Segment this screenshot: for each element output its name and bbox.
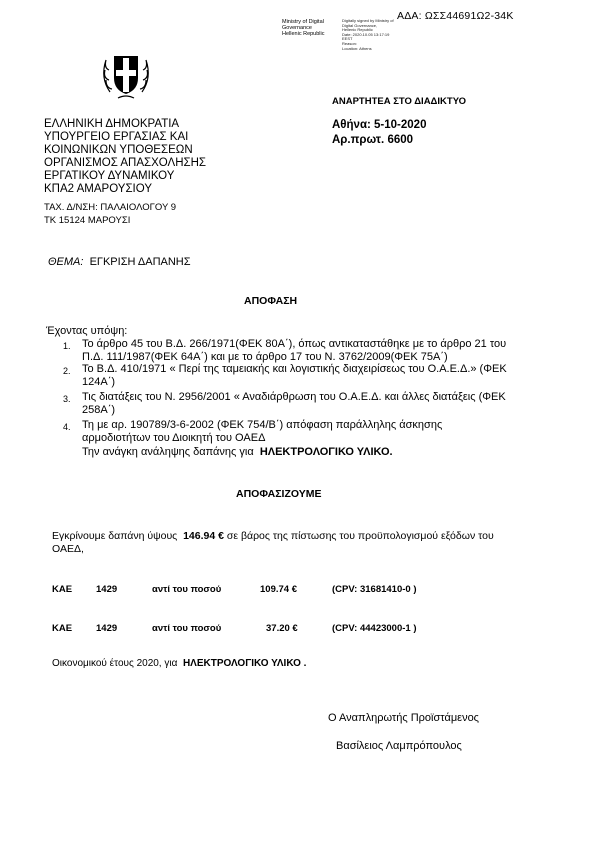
list-item-line: Τις διατάξεις του Ν. 2956/2001 « Αναδιάρθρωση του Ο.Α.Ε.Δ. και άλλες διατάξεις (ΦΕΚ xyxy=(82,391,506,403)
fiscal-year-item: ΗΛΕΚΤΡΟΛΟΓΙΚΟ ΥΛΙΚΟ . xyxy=(182,658,307,669)
postal-address xyxy=(44,201,176,227)
approval-text: ΟΑΕΔ, xyxy=(52,543,84,555)
cpv-code: (CPV: 31681410-0 ) xyxy=(332,584,417,595)
signature-meta-line: Location: Athens xyxy=(342,45,372,51)
signature-meta-line: Digitally signed by Ministry of xyxy=(342,18,394,23)
signature-meta-line: Digital Governance, xyxy=(342,22,378,28)
kae-label: ΚΑΕ xyxy=(52,584,73,595)
signatory-role: Ο Αναπληρωτής Προϊστάμενος xyxy=(328,712,479,724)
list-item xyxy=(82,391,506,417)
list-item-line: Π.Δ. 111/1987(ΦΕΚ 64Α΄) και με το άρθρο 17 του Ν. 3762/2009(ΦΕΚ 75Α΄) xyxy=(82,351,448,363)
kae-code: 1429 xyxy=(96,584,118,595)
approval-text: Εγκρίνουμε δαπάνη ύψους xyxy=(52,530,178,542)
signature-line: Hellenic Republic xyxy=(282,31,325,37)
kae-amount-label: αντί του ποσού xyxy=(152,623,222,634)
protocol-number: Αρ.πρωτ. 6600 xyxy=(332,133,414,146)
signature-line: Governance xyxy=(282,25,312,31)
list-number: 1. xyxy=(63,341,71,351)
list-item-line: 124Α΄) xyxy=(82,376,116,388)
document-date: Αθήνα: 5-10-2020 xyxy=(332,119,427,131)
digital-signature-details xyxy=(342,19,394,51)
list-item xyxy=(82,363,507,389)
greek-coat-of-arms-emblem xyxy=(96,48,156,104)
expense-need-line xyxy=(82,446,393,459)
list-item-line: Τη με αρ. 190789/3-6-2002 (ΦΕΚ 754/Β΄) απόφαση παράλληλης άσκησης xyxy=(82,419,443,431)
signature-meta-line: Hellenic Republic xyxy=(342,27,373,33)
signature-line: Ministry of Digital xyxy=(282,19,324,25)
org-line: ΚΟΙΝΩΝΙΚΩΝ ΥΠΟΘΕΣΕΩΝ xyxy=(44,144,193,156)
fiscal-year-text: Οικονομικού έτους 2020, για xyxy=(52,658,178,669)
kae-amount-label: αντί του ποσού xyxy=(152,584,222,595)
list-number: 2. xyxy=(63,366,71,376)
signature-meta-line: EEST xyxy=(342,36,353,42)
fiscal-year-line xyxy=(52,658,306,669)
signature-meta-line: Reason: xyxy=(342,40,357,46)
list-number: 3. xyxy=(63,394,71,404)
list-item-line: Το άρθρο 45 του Β.Δ. 266/1971(ΦΕΚ 80Α΄), όπως αντικαταστάθηκε με το άρθρο 21 του xyxy=(82,338,507,350)
org-line: ΕΡΓΑΤΙΚΟΥ ΔΥΝΑΜΙΚΟΥ xyxy=(44,170,175,182)
expense-need-text: Την ανάγκη ανάληψης δαπάνης για xyxy=(82,446,254,458)
org-line: ΟΡΓΑΝΙΣΜΟΣ ΑΠΑΣΧΟΛΗΣΗΣ xyxy=(44,157,207,169)
kae-amount: 109.74 € xyxy=(260,584,297,595)
subject-label: ΘΕΜΑ: xyxy=(48,256,84,268)
decision-heading: ΑΠΟΦΑΣΗ xyxy=(244,295,298,307)
signatory-name: Βασίλειος Λαμπρόπουλος xyxy=(336,740,462,752)
list-number: 4. xyxy=(63,422,71,432)
subject-text: ΕΓΚΡΙΣΗ ΔΑΠΑΝΗΣ xyxy=(89,256,191,268)
issuing-authority xyxy=(44,118,206,196)
approval-text: σε βάρος της πίστωσης του προϋπολογισμού εξόδων του xyxy=(226,530,494,542)
expense-need-item: ΗΛΕΚΤΡΟΛΟΓΙΚΟ ΥΛΙΚΟ. xyxy=(259,446,393,458)
cpv-code: (CPV: 44423000-1 ) xyxy=(332,623,417,634)
signature-meta-line: Date: 2020.10.05 13:17:19 xyxy=(342,31,390,37)
list-item-line: Το Β.Δ. 410/1971 « Περί της ταμειακής και λογιστικής διαχειρίσεως του Ο.Α.Ε.Δ.» (ΦΕΚ xyxy=(82,363,507,375)
posting-notice: ΑΝΑΡΤΗΤΕΑ ΣΤΟ ΔΙΑΔΙΚΤΥΟ xyxy=(332,96,467,107)
list-item xyxy=(82,338,506,364)
approval-paragraph xyxy=(52,530,494,556)
address-line: ΤΚ 15124 ΜΑΡΟΥΣΙ xyxy=(44,215,131,226)
resolution-heading: ΑΠΟΦΑΣΙΖΟΥΜΕ xyxy=(236,488,322,500)
org-line: ΚΠΑ2 ΑΜΑΡΟΥΣΙΟΥ xyxy=(44,183,152,195)
kae-code: 1429 xyxy=(96,623,118,634)
ada-code: ΑΔΑ: ΩΣΣ44691Ω2-34Κ xyxy=(397,10,514,22)
approval-amount: 146.94 € xyxy=(183,530,224,542)
kae-label: ΚΑΕ xyxy=(52,623,73,634)
org-line: ΕΛΛΗΝΙΚΗ ΔΗΜΟΚΡΑΤΙΑ xyxy=(44,118,180,130)
considerations-intro: Έχοντας υπόψη: xyxy=(46,325,128,337)
list-item xyxy=(82,419,442,445)
date-protocol-block xyxy=(332,118,426,147)
digital-signature-label xyxy=(282,19,325,37)
address-line: ΤΑΧ. Δ/ΝΣΗ: ΠΑΛΑΙΟΛΟΓΟΥ 9 xyxy=(44,202,177,213)
subject-line xyxy=(48,256,191,268)
list-item-line: αρμοδιοτήτων του Διοικητή του ΟΑΕΔ xyxy=(82,432,266,444)
list-item-line: 258Α΄) xyxy=(82,404,116,416)
org-line: ΥΠΟΥΡΓΕΙΟ ΕΡΓΑΣΙΑΣ ΚΑΙ xyxy=(44,131,189,143)
kae-amount: 37.20 € xyxy=(266,623,298,634)
